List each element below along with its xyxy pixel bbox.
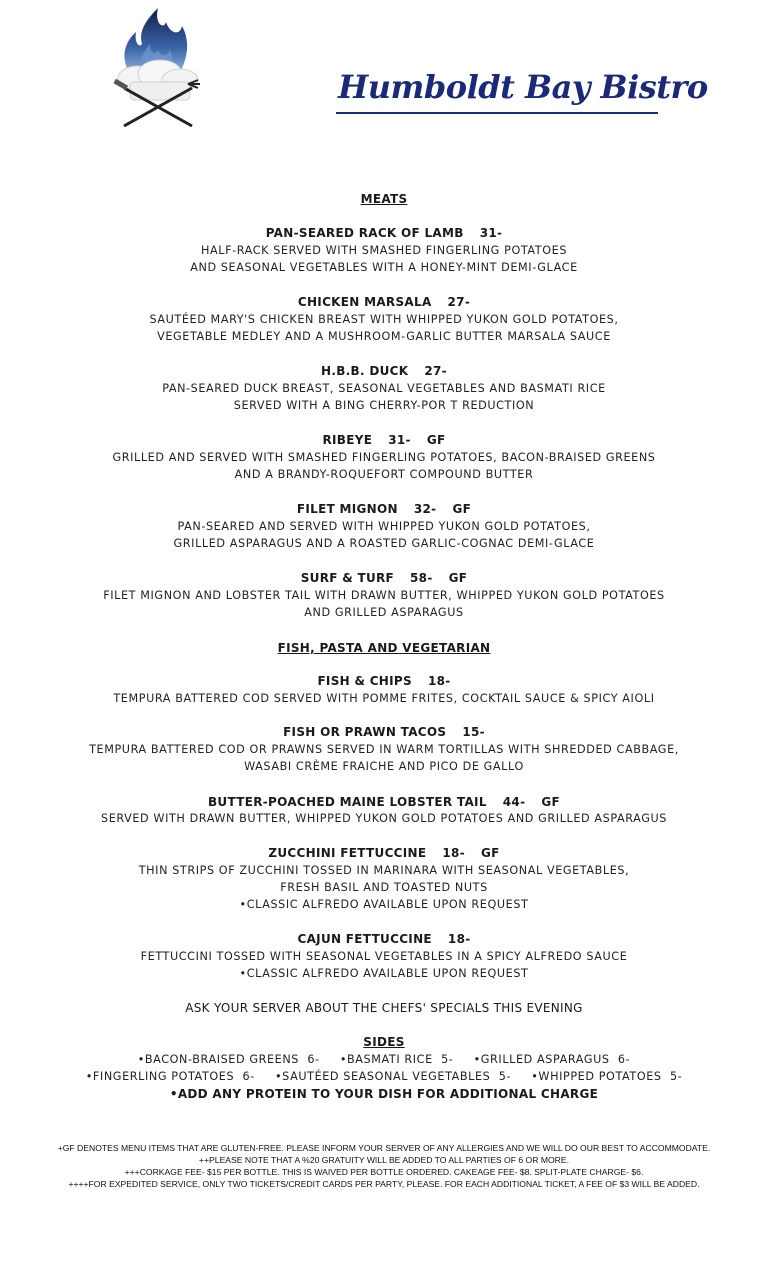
menu-item-title: FISH OR PRAWN TACOS 15-	[283, 725, 485, 739]
menu-item-title: H.B.B. DUCK 27-	[321, 364, 447, 378]
menu-item-desc: SAUTÉED MARY'S CHICKEN BREAST WITH WHIPPED YUKON GOLD POTATOES,	[149, 313, 619, 326]
protein-note: •ADD ANY PROTEIN TO YOUR DISH FOR ADDITIONAL CHARGE	[169, 1087, 599, 1101]
menu-item-desc: VEGETABLE MEDLEY AND A MUSHROOM-GARLIC BUTTER MARSALA SAUCE	[157, 330, 611, 343]
menu-item-title: CHICKEN MARSALA 27-	[297, 295, 471, 309]
footnote: ++++FOR EXPEDITED SERVICE, ONLY TWO TICKETS/CREDIT CARDS PER PARTY, PLEASE. FOR EACH ADDITIONAL TICKET, A FEE OF $3 WILL BE ADDED.	[68, 1179, 700, 1189]
menu-item-desc: TEMPURA BATTERED COD SERVED WITH POMME FRITES, COCKTAIL SAUCE & SPICY AIOLI	[113, 692, 655, 705]
menu-item-desc: TEMPURA BATTERED COD OR PRAWNS SERVED IN WARM TORTILLAS WITH SHREDDED CABBAGE,	[89, 743, 679, 756]
menu-item-desc: SERVED WITH A BING CHERRY-POR T REDUCTION	[233, 399, 535, 412]
footnote: +GF DENOTES MENU ITEMS THAT ARE GLUTEN-FREE. PLEASE INFORM YOUR SERVER OF ANY ALLERGIES AND WE WILL DO OUR BEST TO ACCOMMODATE.	[57, 1143, 711, 1153]
menu-item-desc: PAN-SEARED AND SERVED WITH WHIPPED YUKON GOLD POTATOES,	[177, 520, 591, 533]
menu-item-desc: AND A BRANDY-ROQUEFORT COMPOUND BUTTER	[234, 468, 534, 481]
menu-item-title: FISH & CHIPS 18-	[317, 674, 451, 688]
menu-item-title: SURF & TURF 58- GF	[300, 571, 468, 585]
menu-item-title: PAN-SEARED RACK OF LAMB 31-	[265, 226, 503, 240]
menu-item-desc: AND GRILLED ASPARAGUS	[304, 606, 464, 619]
menu-item-title: FILET MIGNON 32- GF	[296, 502, 472, 516]
chef-logo	[108, 4, 208, 130]
section-heading-fish: FISH, PASTA AND VEGETARIAN	[277, 641, 491, 655]
menu-item-desc: HALF-RACK SERVED WITH SMASHED FINGERLING POTATOES	[200, 244, 568, 257]
menu-item-desc: FRESH BASIL AND TOASTED NUTS	[280, 881, 488, 894]
menu-item-title: ZUCCHINI FETTUCCINE 18- GF	[268, 846, 500, 860]
menu-item-title: RIBEYE 31- GF	[322, 433, 446, 447]
menu-item-desc: SERVED WITH DRAWN BUTTER, WHIPPED YUKON GOLD POTATOES AND GRILLED ASPARAGUS	[101, 812, 667, 825]
title-underline	[336, 112, 658, 114]
sides-row: •FINGERLING POTATOES 6- •SAUTÉED SEASONAL VEGETABLES 5- •WHIPPED POTATOES 5-	[85, 1070, 683, 1083]
specials-note: ASK YOUR SERVER ABOUT THE CHEFS' SPECIALS THIS EVENING	[185, 1001, 583, 1015]
menu-item-desc: •CLASSIC ALFREDO AVAILABLE UPON REQUEST	[239, 898, 529, 911]
menu-item-desc: THIN STRIPS OF ZUCCHINI TOSSED IN MARINARA WITH SEASONAL VEGETABLES,	[138, 864, 630, 877]
menu-item-title: BUTTER-POACHED MAINE LOBSTER TAIL 44- GF	[207, 795, 561, 809]
menu-item-desc: •CLASSIC ALFREDO AVAILABLE UPON REQUEST	[239, 967, 529, 980]
menu-item-desc: AND SEASONAL VEGETABLES WITH A HONEY-MINT DEMI-GLACE	[190, 261, 578, 274]
flame-chef-hat-icon	[108, 4, 208, 130]
menu-item-desc: GRILLED AND SERVED WITH SMASHED FINGERLING POTATOES, BACON-BRAISED GREENS	[112, 451, 656, 464]
menu-item-desc: GRILLED ASPARAGUS AND A ROASTED GARLIC-COGNAC DEMI-GLACE	[173, 537, 595, 550]
section-heading-meats: MEATS	[360, 192, 408, 206]
sides-row: •BACON-BRAISED GREENS 6- •BASMATI RICE 5- •GRILLED ASPARAGUS 6-	[137, 1053, 631, 1066]
menu-item-desc: FILET MIGNON AND LOBSTER TAIL WITH DRAWN BUTTER, WHIPPED YUKON GOLD POTATOES	[103, 589, 665, 602]
menu-item-title: CAJUN FETTUCCINE 18-	[297, 932, 471, 946]
menu-item-desc: PAN-SEARED DUCK BREAST, SEASONAL VEGETABLES AND BASMATI RICE	[162, 382, 606, 395]
footnote: +++CORKAGE FEE- $15 PER BOTTLE. THIS IS WAIVED PER BOTTLE ORDERED. CAKEAGE FEE- $8. SPLIT-PLATE CHARGE- $6.	[124, 1167, 644, 1177]
menu-item-desc: FETTUCCINI TOSSED WITH SEASONAL VEGETABLES IN A SPICY ALFREDO SAUCE	[140, 950, 628, 963]
footnote: ++PLEASE NOTE THAT A %20 GRATUITY WILL BE ADDED TO ALL PARTIES OF 6 OR MORE.	[199, 1155, 569, 1165]
menu-item-desc: WASABI CRÈME FRAICHE AND PICO DE GALLO	[244, 760, 524, 773]
section-heading-sides: SIDES	[363, 1035, 405, 1049]
restaurant-title: Humboldt Bay Bistro	[338, 68, 708, 106]
